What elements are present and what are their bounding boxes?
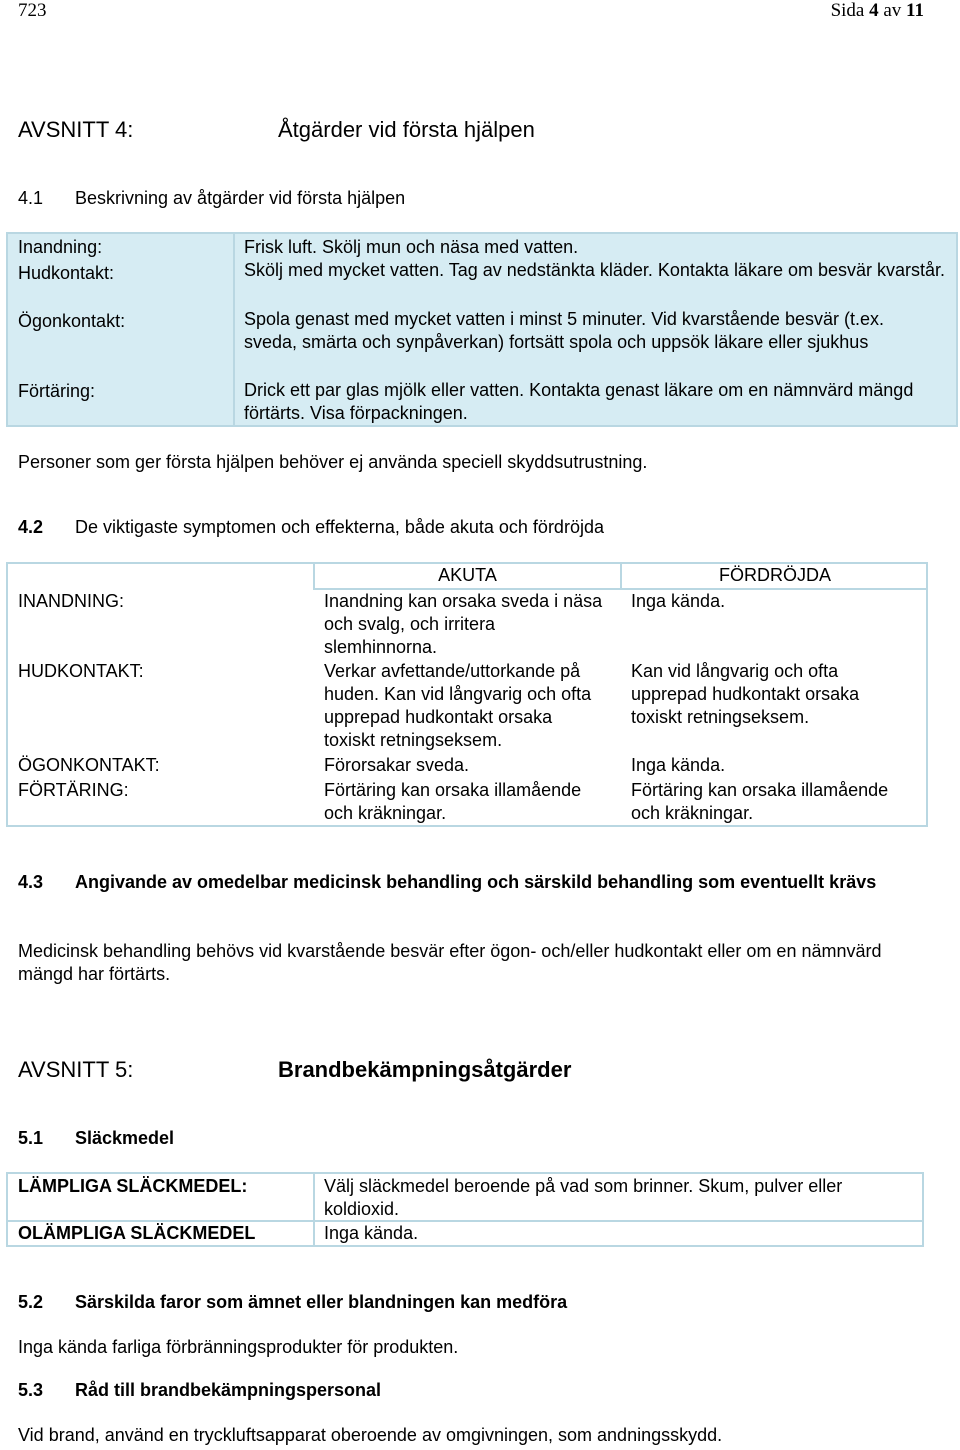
- symptoms-label-ingestion: FÖRTÄRING:: [18, 780, 129, 800]
- subsection-4-2-title: De viktigaste symptomen och effekterna, både akuta och fördröjda: [75, 517, 604, 537]
- symptoms-delayed-eyes: Inga kända.: [631, 755, 726, 775]
- symptoms-acute-eyes: Förorsakar sveda.: [324, 755, 470, 775]
- subsection-5-3-number: 5.3: [18, 1380, 44, 1400]
- page-indicator: [831, 0, 924, 22]
- first-aid-text-inhalation: Frisk luft. Skölj mun och näsa med vatten.: [244, 237, 579, 257]
- page-word: Sida: [830, 0, 865, 21]
- first-aid-label-ingestion: Förtäring:: [18, 381, 96, 401]
- symptoms-delayed-ingestion: Förtäring kan orsaka illamående och kräkningar.: [631, 780, 889, 823]
- symptoms-acute-inhalation: Inandning kan orsaka sveda i näsa och svalg, och irritera slemhinnorna.: [324, 591, 603, 657]
- subsection-4-3-title: Angivande av omedelbar medicinsk behandling och särskild behandling som eventuellt krävs: [75, 872, 877, 892]
- subsection-5-3-text: Vid brand, använd en tryckluftsapparat oberoende av omgivningen, som andningsskydd.: [18, 1425, 723, 1445]
- symptoms-delayed-skin: Kan vid långvarig och ofta upprepad hudkontakt orsaka toxiskt retningseksem.: [631, 661, 860, 727]
- extinguishing-table-divider: [313, 1172, 315, 1247]
- column-header-delayed: FÖRDRÖJDA: [719, 565, 831, 585]
- first-aid-label-inhalation: Inandning:: [18, 237, 103, 257]
- subsection-4-3-text: Medicinsk behandling behövs vid kvarstående besvär efter ögon- och/eller hudkontakt eller om en nämnvärd mängd har förtärts.: [18, 941, 882, 984]
- subsection-5-2-text: Inga kända farliga förbränningsprodukter för produkten.: [18, 1337, 459, 1357]
- first-aid-note: Personer som ger första hjälpen behöver ej använda speciell skyddsutrustning.: [18, 452, 648, 472]
- symptoms-acute-skin: Verkar avfettande/uttorkande på huden. Kan vid långvarig och ofta upprepad hudkontakt orsaka toxiskt retningseksem.: [324, 661, 592, 750]
- page-of: av: [883, 0, 902, 21]
- column-header-acute: AKUTA: [438, 565, 497, 585]
- document-number: 723: [18, 0, 47, 21]
- first-aid-table-divider: [233, 232, 235, 427]
- first-aid-text-eyes: Spola genast med mycket vatten i minst 5 minuter. Vid kvarstående besvär (t.ex. sveda, smärta och synpåverkan) fortsätt spola och uppsök läkare eller sjukhus: [244, 309, 884, 352]
- subsection-5-2-title: Särskilda faror som ämnet eller blandningen kan medföra: [75, 1292, 568, 1312]
- symptoms-label-inhalation: INANDNING:: [18, 591, 125, 611]
- first-aid-label-eyes: Ögonkontakt:: [18, 311, 126, 331]
- extinguishing-text-unsuitable: Inga kända.: [324, 1223, 419, 1243]
- subsection-4-1-title: Beskrivning av åtgärder vid första hjälpen: [75, 188, 406, 208]
- subsection-5-1-number: 5.1: [18, 1128, 44, 1148]
- symptoms-label-eyes: ÖGONKONTAKT:: [18, 755, 160, 775]
- extinguishing-text-suitable: Välj släckmedel beroende på vad som brinner. Skum, pulver eller koldioxid.: [324, 1176, 843, 1219]
- subsection-4-2-number: 4.2: [18, 517, 44, 537]
- first-aid-text-ingestion: Drick ett par glas mjölk eller vatten. Kontakta genast läkare om en nämnvärd mängd förtärts. Visa förpackningen.: [244, 380, 914, 423]
- symptoms-label-skin: HUDKONTAKT:: [18, 661, 144, 681]
- extinguishing-label-suitable: LÄMPLIGA SLÄCKMEDEL:: [18, 1176, 248, 1196]
- subsection-4-3-number: 4.3: [18, 872, 44, 892]
- extinguishing-label-unsuitable: OLÄMPLIGA SLÄCKMEDEL: [18, 1223, 256, 1243]
- section-4-title: Åtgärder vid första hjälpen: [278, 117, 535, 142]
- first-aid-label-skin: Hudkontakt:: [18, 263, 115, 283]
- subsection-5-3-title: Råd till brandbekämpningspersonal: [75, 1380, 382, 1400]
- section-5-label: AVSNITT 5:: [18, 1057, 134, 1082]
- symptoms-delayed-inhalation: Inga kända.: [631, 591, 726, 611]
- page-total: 11: [906, 0, 924, 21]
- symptoms-acute-ingestion: Förtäring kan orsaka illamående och kräkningar.: [324, 780, 582, 823]
- section-4-label: AVSNITT 4:: [18, 117, 134, 142]
- section-5-title: Brandbekämpningsåtgärder: [278, 1057, 572, 1082]
- page-current: 4: [869, 0, 879, 21]
- subsection-5-2-number: 5.2: [18, 1292, 44, 1312]
- first-aid-text-skin: Skölj med mycket vatten. Tag av nedstänkta kläder. Kontakta läkare om besvär kvarstår.: [244, 260, 946, 280]
- subsection-5-1-title: Släckmedel: [75, 1128, 175, 1148]
- subsection-4-1-number: 4.1: [18, 188, 44, 208]
